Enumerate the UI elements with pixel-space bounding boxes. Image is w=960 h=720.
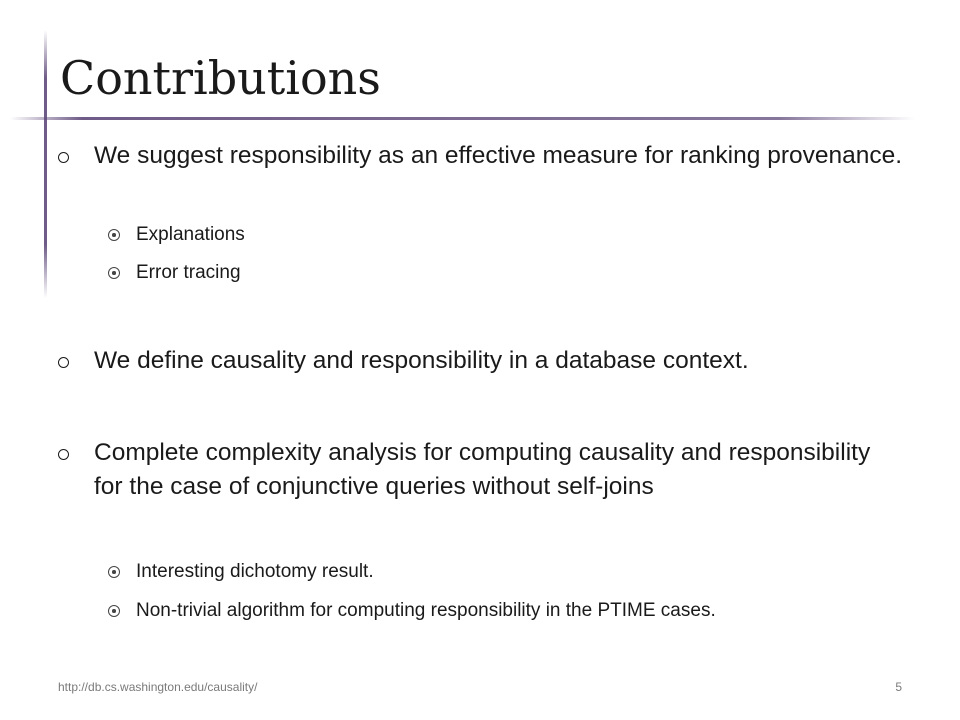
bullet-2-text: We define causality and responsibility in a database context. [94, 347, 749, 374]
bullet-1-text: We suggest responsibility as an effective measure for ranking provenance. [94, 142, 903, 169]
sub-bullet-3-1-text: Interesting dichotomy result. [136, 561, 374, 582]
target-bullet-icon [108, 566, 120, 578]
page-number: 5 [895, 680, 902, 694]
bullet-3-text: Complete complexity analysis for computing causality and responsibility for the case of conjunctive queries without self-joins [94, 439, 871, 500]
sub-bullet-3-2-text: Non-trivial algorithm for computing responsibility in the PTIME cases. [136, 600, 716, 621]
hollow-circle-bullet-icon [58, 152, 69, 163]
target-bullet-icon [108, 605, 120, 617]
target-bullet-icon [108, 229, 120, 241]
hollow-circle-bullet-icon [58, 357, 69, 368]
sub-bullet-1-1-text: Explanations [136, 224, 245, 245]
footer-url: http://db.cs.washington.edu/causality/ [58, 680, 258, 694]
hollow-circle-bullet-icon [58, 449, 69, 460]
slide-title: Contributions [60, 51, 381, 105]
target-bullet-icon [108, 267, 120, 279]
sub-bullet-1-2-text: Error tracing [136, 262, 241, 283]
